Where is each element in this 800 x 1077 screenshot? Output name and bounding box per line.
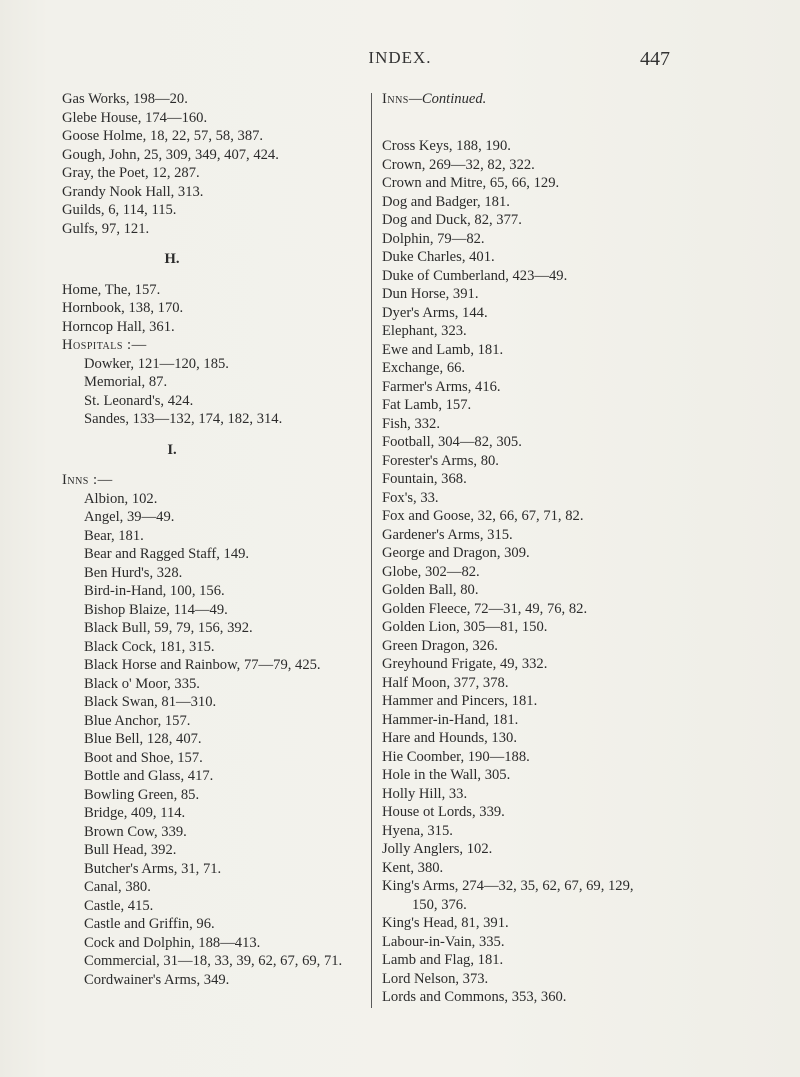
inn-entry: Black o' Moor, 335. bbox=[84, 675, 200, 692]
inn-entry: King's Head, 81, 391. bbox=[382, 915, 509, 931]
inn-entry: Ewe and Lamb, 181. bbox=[382, 341, 504, 358]
inn-entry: Black Horse and Rainbow, 77—79, 425. bbox=[84, 657, 321, 673]
inn-entry: Lord Nelson, 373. bbox=[382, 970, 489, 987]
inn-entry: Labour-in-Vain, 335. bbox=[382, 933, 505, 950]
inns-heading: Inns :— bbox=[62, 472, 113, 488]
index-entry: Gray, the Poet, 12, 287. bbox=[62, 165, 200, 181]
inn-entry: Bishop Blaize, 114—49. bbox=[84, 601, 228, 618]
inn-entry: Black Swan, 81—310. bbox=[84, 694, 217, 710]
inn-entry: Blue Anchor, 157. bbox=[84, 712, 191, 729]
inn-entry: Cordwainer's Arms, 349. bbox=[84, 971, 230, 988]
inn-entry: Exchange, 66. bbox=[382, 360, 466, 376]
continued-heading bbox=[382, 90, 792, 109]
inn-entry: Cross Keys, 188, 190. bbox=[382, 138, 511, 154]
inn-entry: Dog and Duck, 82, 377. bbox=[382, 212, 522, 228]
inn-entry: Globe, 302—82. bbox=[382, 563, 480, 580]
inn-entry: Blue Bell, 128, 407. bbox=[84, 731, 202, 747]
index-entry: Glebe House, 174—160. bbox=[62, 109, 208, 126]
inn-entry: Bowling Green, 85. bbox=[84, 786, 200, 803]
inn-entry: Ben Hurd's, 328. bbox=[84, 564, 183, 581]
right-column bbox=[382, 90, 792, 1007]
column-divider bbox=[371, 93, 372, 1008]
index-entry: Grandy Nook Hall, 313. bbox=[62, 183, 204, 200]
index-entry: Gas Works, 198—20. bbox=[62, 91, 188, 107]
index-entry: Hornbook, 138, 170. bbox=[62, 300, 184, 316]
inn-entry: Bear, 181. bbox=[84, 527, 144, 544]
hospitals-heading: Hospitals :— bbox=[62, 337, 147, 353]
inn-entry: Dun Horse, 391. bbox=[382, 286, 479, 302]
inn-entry: Cock and Dolphin, 188—413. bbox=[84, 934, 261, 951]
inn-entry: Fish, 332. bbox=[382, 415, 440, 432]
inn-entry: Hammer-in-Hand, 181. bbox=[382, 711, 519, 728]
inn-entry: Lords and Commons, 353, 360. bbox=[382, 989, 567, 1005]
inn-entry: Golden Ball, 80. bbox=[382, 582, 479, 598]
inn-entry: Brown Cow, 339. bbox=[84, 823, 187, 840]
inn-entry: Hole in the Wall, 305. bbox=[382, 767, 511, 783]
page-header-title: INDEX. bbox=[368, 48, 432, 67]
inn-entry: Angel, 39—49. bbox=[84, 509, 175, 525]
inn-entry: Fat Lamb, 157. bbox=[382, 397, 472, 413]
inn-entry: Dog and Badger, 181. bbox=[382, 193, 510, 210]
inn-entry: Dyer's Arms, 144. bbox=[382, 304, 488, 321]
inn-entry: Canal, 380. bbox=[84, 879, 151, 895]
inn-entry: Green Dragon, 326. bbox=[382, 637, 498, 654]
inn-entry: Hammer and Pincers, 181. bbox=[382, 693, 538, 709]
inn-entry: Black Bull, 59, 79, 156, 392. bbox=[84, 620, 253, 636]
inn-entry: Fox and Goose, 32, 66, 67, 71, 82. bbox=[382, 508, 584, 524]
inn-entry: Black Cock, 181, 315. bbox=[84, 638, 215, 655]
inn-entry: House ot Lords, 339. bbox=[382, 804, 505, 820]
inn-entry: Bird-in-Hand, 100, 156. bbox=[84, 583, 225, 599]
left-column bbox=[62, 90, 362, 989]
index-entry: Gulfs, 97, 121. bbox=[62, 220, 150, 237]
inn-entry: Hare and Hounds, 130. bbox=[382, 730, 517, 746]
inn-entry: Kent, 380. bbox=[382, 859, 444, 876]
section-letter-i: I. bbox=[167, 441, 177, 458]
inn-entry: Boot and Shoe, 157. bbox=[84, 749, 203, 766]
inn-entry: Crown and Mitre, 65, 66, 129. bbox=[382, 175, 560, 191]
inn-entry-continuation: 150, 376. bbox=[412, 896, 467, 913]
inn-entry: Commercial, 31—18, 33, 39, 62, 67, 69, 71. bbox=[84, 953, 343, 969]
inn-entry-kings-arms: King's Arms, 274—32, 35, 62, 67, 69, 129, bbox=[382, 878, 634, 894]
hospital-entry: Sandes, 133—132, 174, 182, 314. bbox=[84, 411, 283, 427]
inn-entry: Forester's Arms, 80. bbox=[382, 452, 499, 469]
inn-entry: Farmer's Arms, 416. bbox=[382, 378, 501, 395]
spacer bbox=[382, 119, 792, 138]
inns-list bbox=[62, 471, 362, 989]
index-entry: Gough, John, 25, 309, 349, 407, 424. bbox=[62, 146, 279, 163]
inn-entry: Castle, 415. bbox=[84, 897, 154, 914]
inn-entry: Fountain, 368. bbox=[382, 471, 467, 487]
page-number: 447 bbox=[640, 48, 670, 70]
inn-entry: Hyena, 315. bbox=[382, 822, 453, 839]
inn-entry: Bridge, 409, 114. bbox=[84, 805, 186, 821]
inn-entry: Fox's, 33. bbox=[382, 489, 439, 506]
inn-entry: Albion, 102. bbox=[84, 490, 158, 507]
inn-entry: Bear and Ragged Staff, 149. bbox=[84, 546, 250, 562]
hospital-entry: St. Leonard's, 424. bbox=[84, 392, 194, 409]
inn-entry: Half Moon, 377, 378. bbox=[382, 674, 509, 691]
inn-entry: Bull Head, 392. bbox=[84, 842, 177, 858]
inn-entry: Hie Coomber, 190—188. bbox=[382, 748, 530, 765]
inn-entry: Duke of Cumberland, 423—49. bbox=[382, 267, 568, 284]
index-entry: Guilds, 6, 114, 115. bbox=[62, 202, 177, 218]
h-entries bbox=[62, 281, 362, 429]
inn-entry: Lamb and Flag, 181. bbox=[382, 952, 504, 968]
inn-entry: Duke Charles, 401. bbox=[382, 249, 495, 265]
continued-heading-suffix: —Continued. bbox=[408, 91, 487, 107]
inn-entry: Greyhound Frigate, 49, 332. bbox=[382, 656, 548, 672]
inn-entry: Dolphin, 79—82. bbox=[382, 230, 485, 247]
g-entries bbox=[62, 90, 362, 238]
index-entry: Horncop Hall, 361. bbox=[62, 318, 175, 335]
inn-entry: Castle and Griffin, 96. bbox=[84, 916, 215, 932]
index-entry: Home, The, 157. bbox=[62, 281, 161, 298]
continued-heading-label: Inns bbox=[382, 91, 409, 107]
inn-entry: Gardener's Arms, 315. bbox=[382, 526, 513, 543]
inn-entry: Football, 304—82, 305. bbox=[382, 434, 522, 450]
inn-entry: Golden Lion, 305—81, 150. bbox=[382, 619, 548, 635]
inn-entry: Holly Hill, 33. bbox=[382, 785, 468, 802]
hospital-entry: Dowker, 121—120, 185. bbox=[84, 355, 229, 372]
inns-continued-list bbox=[382, 137, 792, 1007]
section-letter-h: H. bbox=[164, 251, 180, 267]
inn-entry: Elephant, 323. bbox=[382, 323, 467, 339]
inn-entry: Golden Fleece, 72—31, 49, 76, 82. bbox=[382, 600, 588, 617]
inn-entry: Jolly Anglers, 102. bbox=[382, 841, 493, 857]
inn-entry: George and Dragon, 309. bbox=[382, 545, 530, 561]
inn-entry: Crown, 269—32, 82, 322. bbox=[382, 156, 535, 173]
inn-entry: Bottle and Glass, 417. bbox=[84, 768, 214, 784]
index-entry: Goose Holme, 18, 22, 57, 58, 387. bbox=[62, 128, 264, 144]
inn-entry: Butcher's Arms, 31, 71. bbox=[84, 860, 222, 877]
hospital-entry: Memorial, 87. bbox=[84, 374, 168, 390]
